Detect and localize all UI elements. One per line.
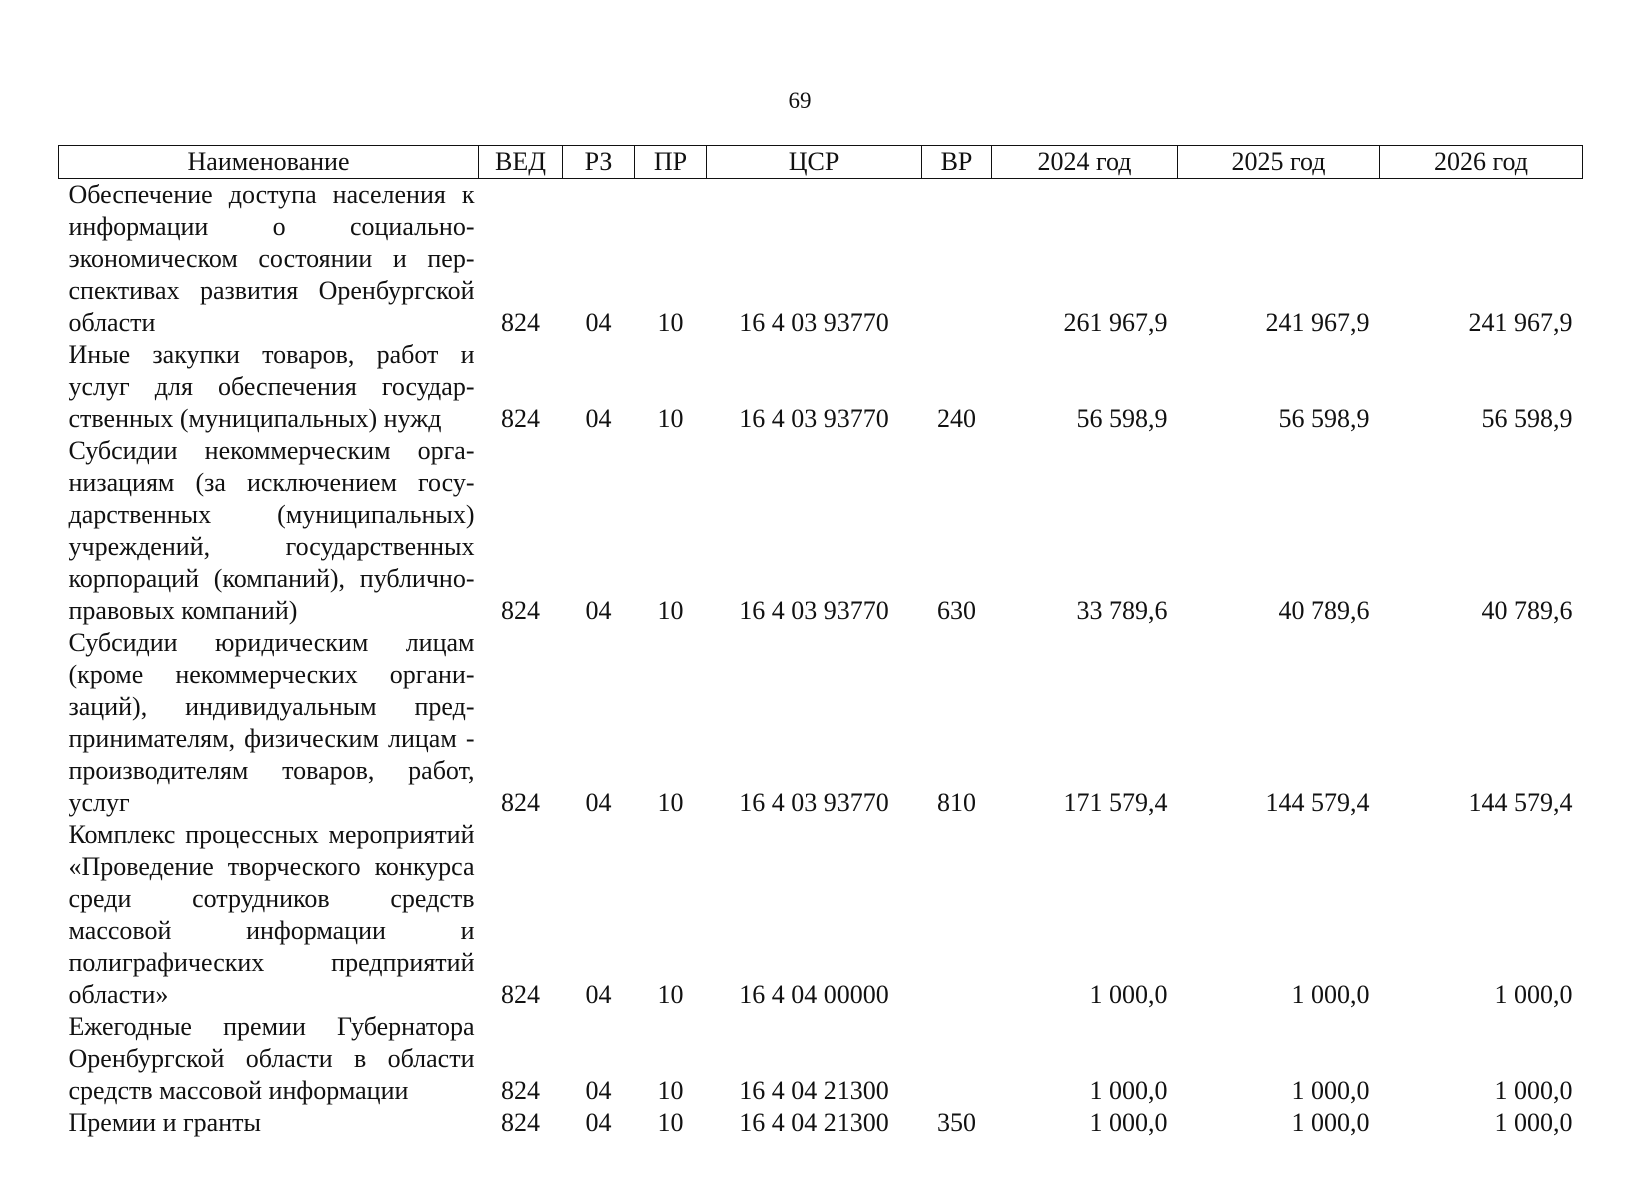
- header-rz: РЗ: [563, 146, 635, 179]
- cell-csr: 16 4 04 21300: [739, 1076, 889, 1105]
- cell-ved: 824: [501, 788, 540, 817]
- cell-pr: 10: [657, 788, 684, 817]
- cell-name: Ежегодные премии Губернатора Оренбургской области в области средств массовой информации: [68, 1012, 475, 1105]
- table-row: [59, 1011, 1583, 1107]
- header-2024: 2024 год: [992, 146, 1178, 179]
- cell-2024: 33 789,6: [1076, 596, 1168, 625]
- cell-name: Премии и гранты: [68, 1108, 261, 1137]
- cell-2024: 1 000,0: [1089, 1108, 1168, 1137]
- cell-pr: 10: [657, 1108, 684, 1137]
- header-name: Наименование: [59, 146, 479, 179]
- cell-vr: [922, 179, 992, 340]
- cell-rz: 04: [585, 980, 612, 1009]
- header-pr: ПР: [635, 146, 707, 179]
- cell-2025: 241 967,9: [1265, 308, 1370, 337]
- cell-pr: 10: [657, 404, 684, 433]
- cell-vr: 810: [937, 788, 976, 817]
- cell-csr: 16 4 03 93770: [739, 788, 889, 817]
- cell-pr: 10: [657, 596, 684, 625]
- cell-rz: 04: [585, 1076, 612, 1105]
- header-csr: ЦСР: [707, 146, 922, 179]
- cell-ved: 824: [501, 980, 540, 1009]
- table-row: [59, 819, 1583, 1011]
- cell-rz: 04: [585, 1108, 612, 1137]
- cell-2026: 144 579,4: [1468, 788, 1573, 817]
- cell-2025: 1 000,0: [1291, 1108, 1370, 1137]
- page-number: 69: [788, 88, 812, 113]
- cell-2025: 40 789,6: [1278, 596, 1370, 625]
- cell-vr: [922, 819, 992, 1011]
- cell-csr: 16 4 03 93770: [739, 308, 889, 337]
- cell-2025: 144 579,4: [1265, 788, 1370, 817]
- table-row: [59, 179, 1583, 340]
- cell-vr: 350: [937, 1108, 976, 1137]
- cell-ved: 824: [501, 404, 540, 433]
- cell-csr: 16 4 03 93770: [739, 596, 889, 625]
- cell-2026: 56 598,9: [1481, 404, 1573, 433]
- table-row: [59, 1107, 1583, 1139]
- cell-name: Иные закупки товаров, работ и услуг для обеспечения государственных (муниципальных) нужд: [68, 340, 475, 433]
- table-row: [59, 435, 1583, 627]
- header-2025: 2025 год: [1178, 146, 1380, 179]
- cell-rz: 04: [585, 788, 612, 817]
- cell-2024: 1 000,0: [1089, 1076, 1168, 1105]
- cell-2024: 171 579,4: [1063, 788, 1168, 817]
- cell-2026: 1 000,0: [1494, 980, 1573, 1009]
- cell-2026: 1 000,0: [1494, 1076, 1573, 1105]
- header-ved: ВЕД: [479, 146, 563, 179]
- cell-rz: 04: [585, 308, 612, 337]
- table-row: [59, 627, 1583, 819]
- table-row: [59, 339, 1583, 435]
- cell-2026: 241 967,9: [1468, 308, 1573, 337]
- cell-rz: 04: [585, 404, 612, 433]
- cell-2024: 56 598,9: [1076, 404, 1168, 433]
- cell-name: Обеспечение доступа населения к информации о социально-экономическом состоянии и перспективах развития Оренбургской области: [68, 180, 475, 337]
- cell-vr: [922, 1011, 992, 1107]
- cell-2025: 1 000,0: [1291, 980, 1370, 1009]
- cell-ved: 824: [501, 308, 540, 337]
- cell-vr: 240: [937, 404, 976, 433]
- cell-csr: 16 4 04 00000: [739, 980, 889, 1009]
- cell-ved: 824: [501, 1076, 540, 1105]
- cell-name: Субсидии некоммерческим организациям (за исключением государственных (муниципальных) учреждений, государственных корпораций (компаний), публично-правовых компаний): [68, 436, 475, 625]
- header-vr: ВР: [922, 146, 992, 179]
- cell-pr: 10: [657, 1076, 684, 1105]
- cell-2024: 1 000,0: [1089, 980, 1168, 1009]
- cell-csr: 16 4 04 21300: [739, 1108, 889, 1137]
- cell-2026: 1 000,0: [1494, 1108, 1573, 1137]
- cell-ved: 824: [501, 596, 540, 625]
- budget-table: [58, 145, 1583, 1139]
- cell-csr: 16 4 03 93770: [739, 404, 889, 433]
- cell-ved: 824: [501, 1108, 540, 1137]
- table-header: [59, 146, 1583, 179]
- cell-2025: 56 598,9: [1278, 404, 1370, 433]
- table-body: [59, 179, 1583, 1140]
- cell-2025: 1 000,0: [1291, 1076, 1370, 1105]
- cell-rz: 04: [585, 596, 612, 625]
- cell-pr: 10: [657, 980, 684, 1009]
- cell-name: Субсидии юридическим лицам (кроме некоммерческих организаций), индивидуальным предпринимателям, физическим лицам - производителям товаров, работ, услуг: [68, 628, 475, 817]
- cell-pr: 10: [657, 308, 684, 337]
- header-2026: 2026 год: [1380, 146, 1583, 179]
- cell-2024: 261 967,9: [1063, 308, 1168, 337]
- cell-name: Комплекс процессных мероприятий «Проведение творческого конкурса среди сотрудников средств массовой информации и полиграфических предприятий области»: [68, 820, 475, 1009]
- cell-vr: 630: [937, 596, 976, 625]
- cell-2026: 40 789,6: [1481, 596, 1573, 625]
- header-row: [59, 146, 1583, 179]
